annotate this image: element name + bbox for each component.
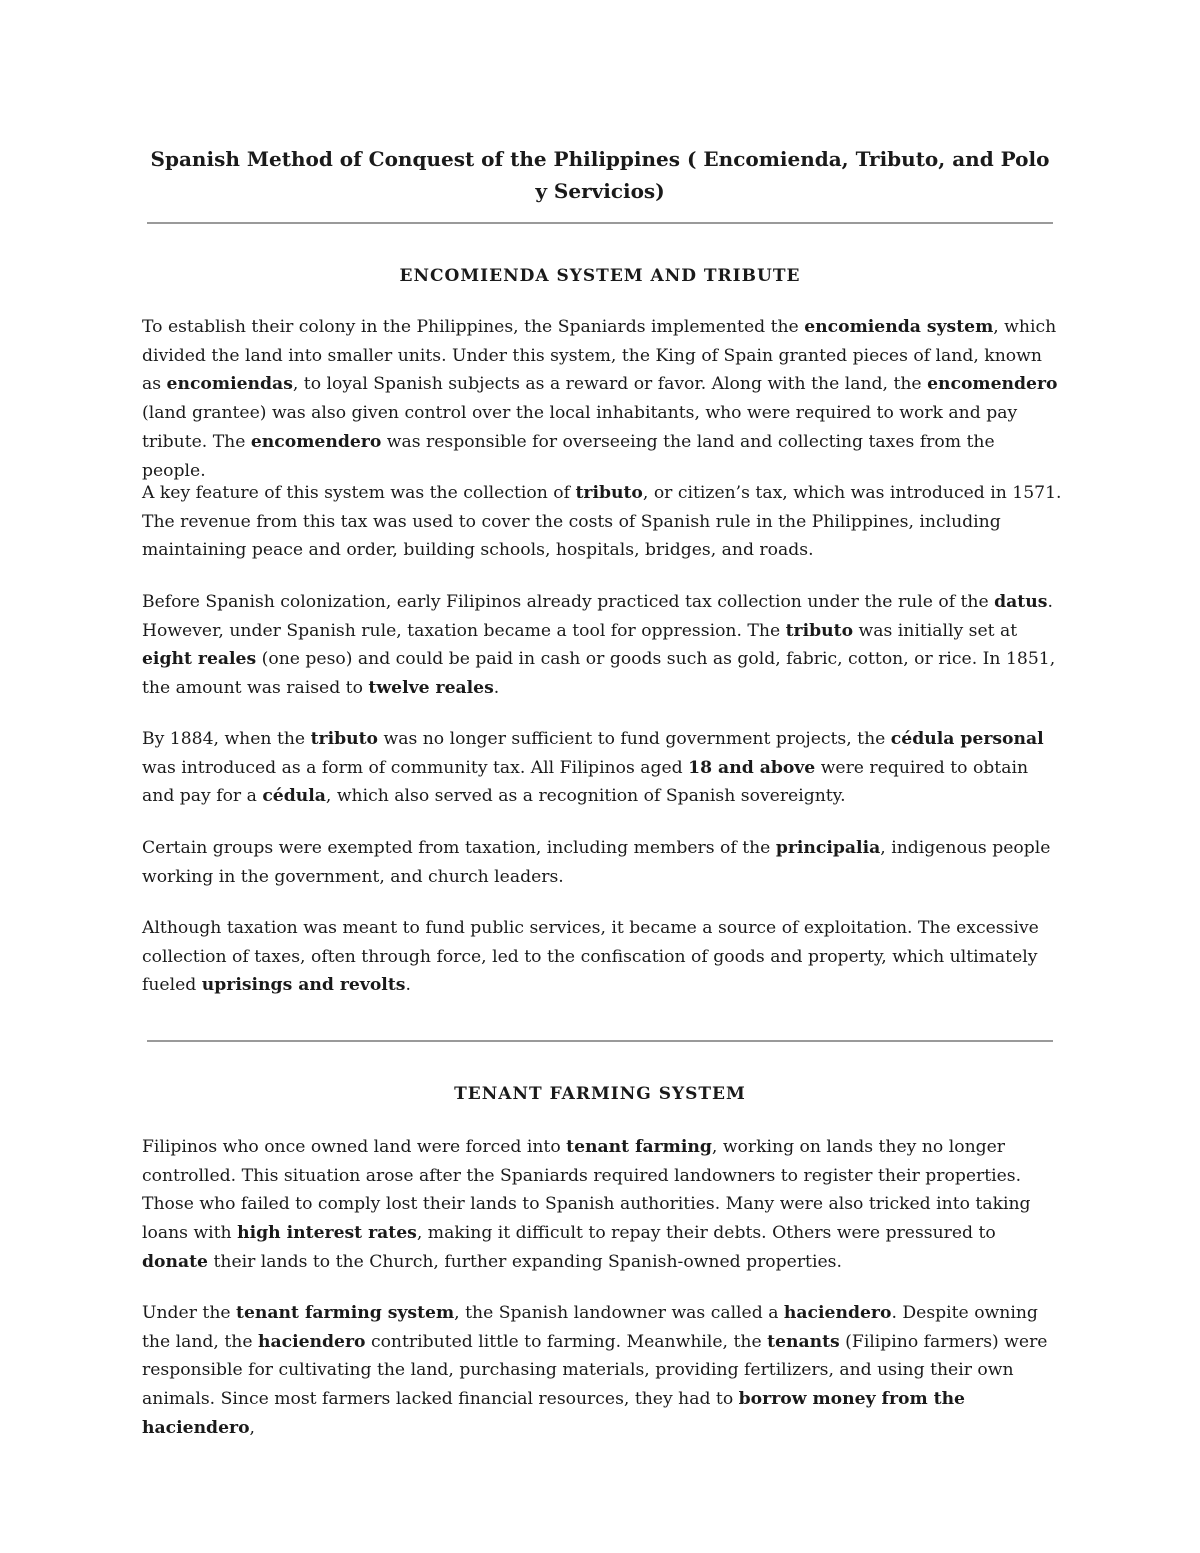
text-run: To establish their colony in the Philippines, the Spaniards implemented the <box>142 317 805 337</box>
text-run: . However, under Spanish rule, taxation became a tool for oppression. The <box>142 592 1053 641</box>
bold-term: encomienda system <box>804 317 994 337</box>
bold-term: haciendero <box>783 1303 892 1323</box>
bold-term: 18 and above <box>688 757 816 778</box>
text-run: A key feature of this system was the collection of <box>142 483 576 503</box>
bold-term: datus <box>994 592 1048 612</box>
paragraph-tributo <box>142 479 1062 565</box>
bold-term: haciendero <box>257 1331 366 1352</box>
paragraph-haciendero <box>142 1299 1062 1443</box>
paragraph-tenant-farming <box>142 1133 1062 1277</box>
paragraph-exploitation <box>142 914 1062 1000</box>
text-run: Certain groups were exempted from taxation, including members of the <box>142 838 776 858</box>
text-run: (Filipino farmers) were responsible for cultivating the land, purchasing materials, providing fertilizers, and using their own animals. Since most farmers lacked financial resources, they had to <box>142 1331 1048 1410</box>
bold-term: tenant farming <box>566 1137 712 1157</box>
bold-term: tenants <box>767 1331 840 1352</box>
bold-term: tenant farming system <box>236 1303 455 1323</box>
bold-term: cédula <box>262 786 326 807</box>
text-run: (one peso) and could be paid in cash or goods such as gold, fabric, cotton, or rice. In 1851, the amount was raised to <box>142 649 1056 699</box>
text-run: Filipinos who once owned land were forced into <box>142 1137 567 1157</box>
document-title: Spanish Method of Conquest of the Philippines ( Encomienda, Tributo, and Polo y Servicios) <box>150 147 1050 203</box>
text-run: was introduced as a form of community tax. All Filipinos aged <box>142 757 689 778</box>
text-run: Before Spanish colonization, early Filipinos already practiced tax collection under the rule of the <box>142 592 995 612</box>
bold-term: tributo <box>310 729 379 749</box>
text-run: was no longer sufficient to fund government projects, the <box>378 729 891 749</box>
text-run: . <box>405 975 411 996</box>
bold-term: uprisings and revolts <box>201 975 406 996</box>
text-run: By 1884, when the <box>142 729 311 749</box>
text-run: . Despite owning the land, the <box>142 1303 1038 1352</box>
text-run: Although taxation was meant to fund public services, it became a source of exploitation. The excessive collection of taxes, often through force, led to the confiscation of goods and property, which ultimately fueled <box>142 918 1039 996</box>
horizontal-rule <box>147 1040 1053 1042</box>
bold-term: encomendero <box>927 374 1058 395</box>
paragraph-encomienda-system <box>142 313 1062 485</box>
text-run: was initially set at <box>853 620 1018 641</box>
text-run: , which divided the land into smaller units. Under this system, the King of Spain granted pieces of land, known as <box>142 317 1057 395</box>
text-run: , to loyal Spanish subjects as a reward or favor. Along with the land, the <box>292 374 928 395</box>
bold-term: encomiendas <box>166 374 293 395</box>
bold-term: donate <box>142 1251 208 1272</box>
text-run: were required to obtain and pay for a <box>142 757 1029 807</box>
text-run: , which also served as a recognition of Spanish sovereignty. <box>325 786 846 807</box>
text-run: their lands to the Church, further expanding Spanish-owned properties. <box>208 1251 842 1272</box>
section-heading-encomienda: ENCOMIENDA SYSTEM AND TRIBUTE <box>399 266 801 286</box>
paragraph-cedula <box>142 725 1062 811</box>
horizontal-rule <box>147 222 1053 224</box>
bold-term: borrow money from the haciendero <box>142 1389 965 1438</box>
text-run: contributed little to farming. Meanwhile, the <box>365 1331 768 1352</box>
bold-term: encomendero <box>250 431 382 452</box>
paragraph-datus <box>142 588 1062 703</box>
bold-term: principalia <box>775 838 881 858</box>
bold-term: tributo <box>785 620 854 641</box>
text-run: , or citizen’s tax, which was introduced in 1571. The revenue from this tax was used to cover the costs of Spanish rule in the Philippines, including maintaining peace and order, building schools, hospitals, bridges, and roads. <box>142 483 1062 561</box>
text-run: Under the <box>142 1303 237 1323</box>
text-run: , working on lands they no longer controlled. This situation arose after the Spaniards required landowners to register their properties. Those who failed to comply lost their lands to Spanish authorities. Many were also tricked into taking loans with <box>142 1137 1031 1244</box>
bold-term: twelve reales <box>368 678 494 699</box>
text-run: (land grantee) was also given control over the local inhabitants, who were required to work and pay tribute. The <box>142 403 1018 452</box>
text-run: , the Spanish landowner was called a <box>454 1303 784 1323</box>
bold-term: tributo <box>575 483 643 503</box>
bold-term: high interest rates <box>237 1223 417 1244</box>
text-run: , <box>249 1417 255 1438</box>
text-run: , indigenous people working in the government, and church leaders. <box>142 838 1051 887</box>
text-run: was responsible for overseeing the land and collecting taxes from the people. <box>142 431 995 481</box>
paragraph-exemptions <box>142 834 1062 891</box>
bold-term: cédula personal <box>890 729 1044 749</box>
bold-term: eight reales <box>142 649 257 670</box>
text-run: , making it difficult to repay their debts. Others were pressured to <box>416 1223 996 1244</box>
section-heading-tenant-farming: TENANT FARMING SYSTEM <box>454 1084 746 1104</box>
text-run: . <box>493 678 500 699</box>
